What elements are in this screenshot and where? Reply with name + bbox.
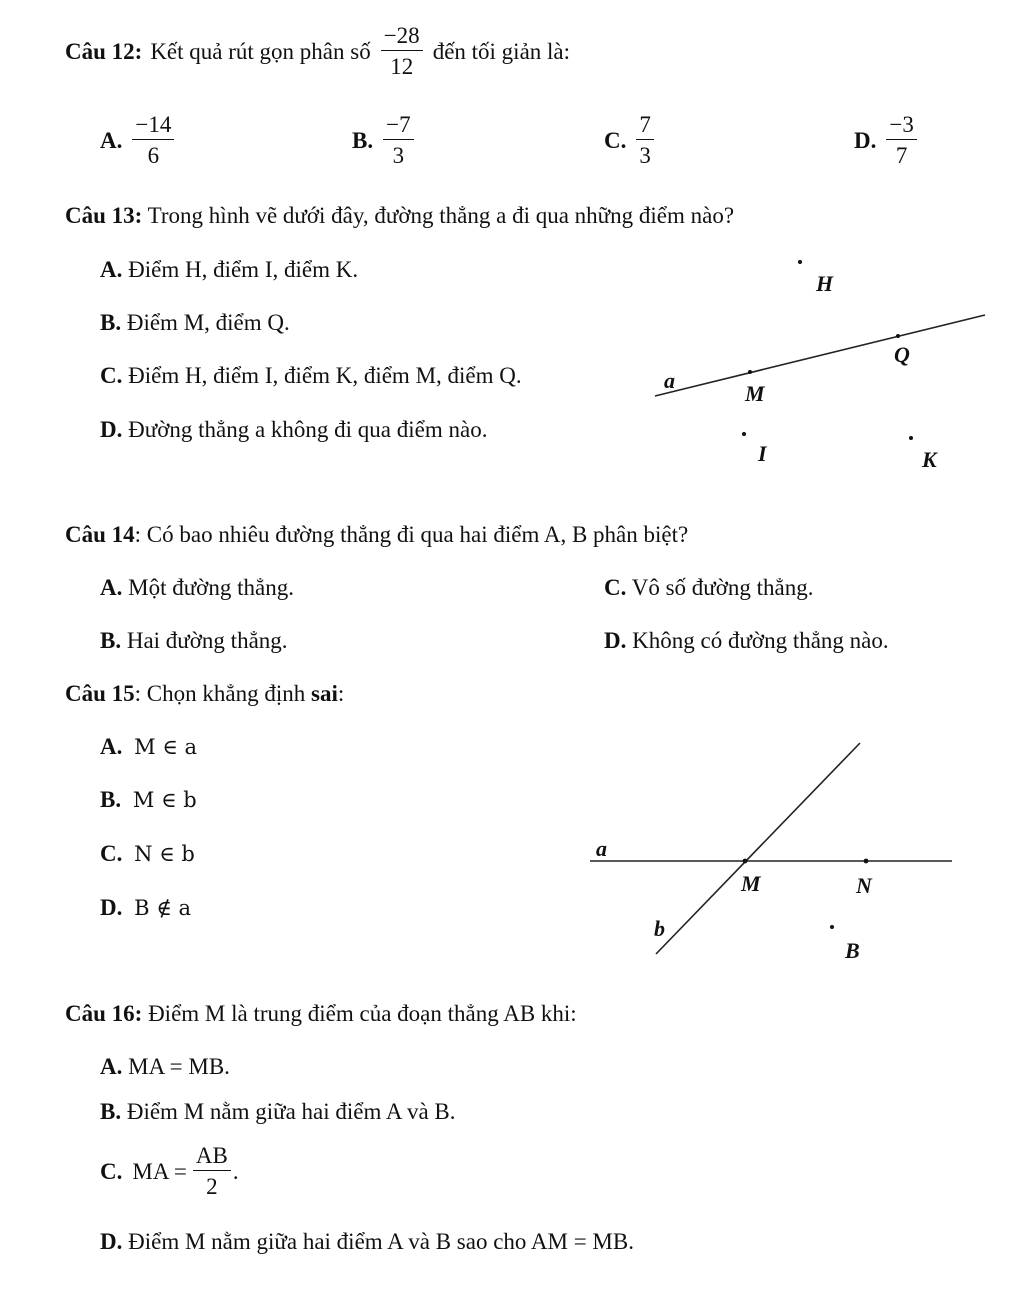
option-label: B. (100, 628, 122, 653)
q13-text: Trong hình vẽ dưới đây, đường thẳng a đi qua những điểm nào? (147, 203, 735, 228)
option-label: B. (352, 127, 374, 153)
question-16 (65, 1002, 577, 1025)
option-label: D. (100, 1229, 123, 1254)
option-label: B. (100, 787, 122, 812)
q16-label: Câu 16: (65, 1001, 143, 1026)
point-n-label: N (856, 873, 872, 898)
option-text: N ∈ b (134, 842, 195, 866)
option-text: B ∉ a (134, 896, 191, 920)
option-label: C. (100, 1158, 123, 1184)
option-label: A. (100, 575, 123, 600)
frac-den: 3 (639, 143, 651, 168)
option-label: B. (100, 1099, 122, 1124)
point-n (864, 859, 869, 864)
option-text: Không có đường thẳng nào. (632, 628, 889, 653)
point-i-label: I (758, 441, 767, 466)
q16-text: Điểm M là trung điểm của đoạn thẳng AB khi: (148, 1001, 577, 1026)
option-label: C. (604, 127, 627, 153)
option-text: M ∈ b (132, 788, 197, 812)
option-text: Điểm M nằm giữa hai điểm A và B sao cho AM = MB. (128, 1229, 634, 1254)
point-m-label: M (745, 381, 765, 406)
option-pre: MA = (132, 1158, 187, 1184)
q12-frac-num: −28 (381, 24, 423, 51)
frac-num: 7 (636, 113, 654, 140)
option-label: D. (604, 628, 627, 653)
option-text: M ∈ a (134, 735, 198, 759)
option-text: Một đường thẳng. (128, 575, 294, 600)
option-label: A. (100, 734, 123, 759)
q14-text: : Có bao nhiêu đường thẳng đi qua hai điểm A, B phân biệt? (134, 522, 689, 547)
point-h-label: H (816, 271, 834, 296)
option-text: MA = MB. (128, 1054, 230, 1079)
frac-num: −14 (132, 113, 174, 140)
option-text: Vô số đường thẳng. (631, 575, 814, 600)
line-a-label: a (664, 368, 675, 393)
q16-option-a[interactable] (100, 1055, 230, 1078)
q13-label: Câu 13: (65, 203, 143, 228)
point-q-label: Q (894, 342, 910, 367)
q16-option-b[interactable] (100, 1100, 456, 1123)
q15-emph: sai (311, 681, 338, 706)
option-label: C. (604, 575, 627, 600)
frac-den: 3 (392, 143, 405, 168)
option-label: D. (854, 127, 877, 153)
line-b (656, 743, 860, 954)
option-fraction (193, 1144, 231, 1198)
option-text: Điểm H, điểm I, điểm K, điểm M, điểm Q. (128, 363, 522, 388)
option-text: Điểm M, điểm Q. (126, 310, 290, 335)
option-text: Hai đường thẳng. (126, 628, 288, 653)
point-k-label: K (922, 447, 937, 472)
q12-text-after: đến tối giản là: (432, 38, 571, 64)
point-m (743, 859, 748, 864)
point-m-label: M (741, 871, 761, 896)
q16-option-c[interactable] (100, 1144, 239, 1198)
option-label: D. (100, 895, 123, 920)
option-text: Điểm H, điểm I, điểm K. (128, 257, 359, 282)
q12-frac-den: 12 (390, 54, 414, 79)
option-label: A. (100, 127, 123, 153)
q15-colon: : (337, 681, 345, 706)
q15-label: Câu 15 (65, 681, 135, 706)
option-label: C. (100, 841, 123, 866)
option-text: Điểm M nằm giữa hai điểm A và B. (126, 1099, 456, 1124)
frac-den: 2 (206, 1174, 218, 1199)
option-label: A. (100, 1054, 123, 1079)
q12-text-before: Kết quả rút gọn phân số (150, 38, 371, 64)
option-label: C. (100, 363, 123, 388)
frac-num: −7 (383, 113, 413, 140)
option-label: B. (100, 310, 122, 335)
point-b (830, 925, 834, 929)
line-b-label: b (654, 916, 665, 941)
option-label: A. (100, 257, 123, 282)
option-post: . (232, 1158, 239, 1184)
frac-den: 6 (147, 143, 160, 168)
line-a-label: a (596, 836, 607, 861)
frac-num: AB (193, 1144, 231, 1171)
point-b-label: B (845, 938, 860, 963)
q14-label: Câu 14 (65, 522, 135, 547)
option-text: Đường thẳng a không đi qua điểm nào. (128, 417, 488, 442)
option-label: D. (100, 417, 123, 442)
frac-den: 7 (895, 143, 908, 168)
frac-num: −3 (886, 113, 916, 140)
q12-label: Câu 12: (65, 38, 143, 64)
q15-text: : Chọn khẳng định (134, 681, 311, 706)
q16-option-d[interactable] (100, 1230, 634, 1253)
